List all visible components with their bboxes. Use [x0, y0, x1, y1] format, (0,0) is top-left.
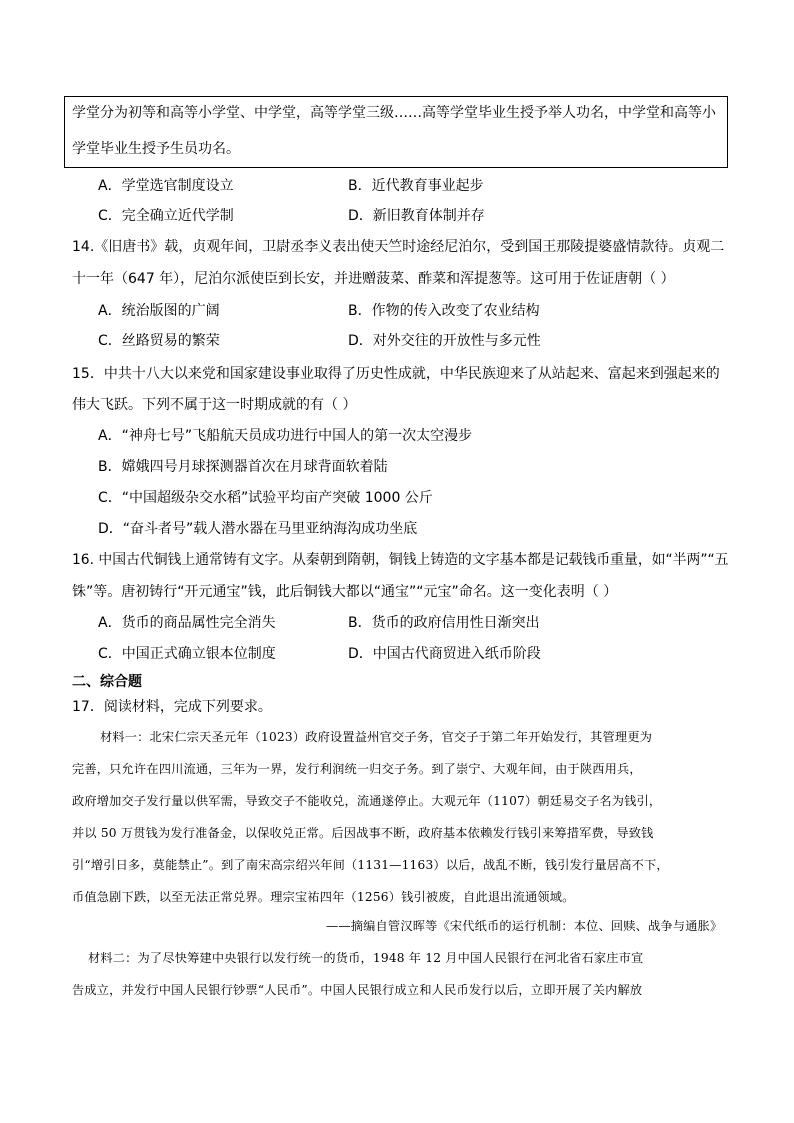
section-2-title: 二、综合题 [72, 674, 142, 690]
q14-option-b: B．作物的传入改变了农业结构 [348, 303, 540, 319]
material-1-source: ——摘编自管汉晖等《宋代纸币的运行机制：本位、回赎、战争与通胀》 [326, 919, 723, 933]
material-1-line-4: 并以 50 万贯钱为发行准备金，以保收兑正常。后因战事不断，政府基本依赖发行钱引来筹措军费，导致钱 [72, 826, 654, 840]
boxed-material-line-1: 学堂分为初等和高等小学堂、中学堂，高等学堂三级……高等学堂毕业生授予举人功名，中学堂和高等小 [72, 105, 716, 121]
q16-option-a: A．货币的商品属性完全消失 [98, 615, 276, 631]
q16-option-b: B．货币的政府信用性日渐突出 [348, 615, 540, 631]
q16-stem-line-2: 铢”等。唐初铸行“开元通宝”钱，此后铜钱大都以“通宝”“元宝”命名。这一变化表明（ ） [72, 584, 618, 600]
q14-option-d: D．对外交往的开放性与多元性 [348, 333, 541, 349]
q13-option-d: D．新旧教育体制并存 [348, 208, 485, 224]
q16-option-c: C．中国正式确立银本位制度 [98, 646, 276, 662]
q15-option-d: D．“奋斗者号”载人潜水器在马里亚纳海沟成功坐底 [98, 521, 418, 537]
q15-stem-line-1: 15．中共十八大以来党和国家建设事业取得了历史性成就，中华民族迎来了从站起来、富起来到强起来的 [72, 366, 720, 382]
q13-option-b: B．近代教育事业起步 [348, 178, 484, 194]
q15-option-b: B．嫦娥四号月球探测器首次在月球背面软着陆 [98, 459, 388, 475]
q13-option-a: A．学堂选官制度设立 [98, 178, 234, 194]
q13-option-c: C．完全确立近代学制 [98, 208, 234, 224]
q17-stem: 17．阅读材料，完成下列要求。 [72, 699, 272, 715]
material-2-line-1: 材料二：为了尽快筹建中央银行以发行统一的货币，1948 年 12 月中国人民银行在河北省石家庄市宣 [88, 951, 644, 965]
boxed-material-line-2: 学堂毕业生授予生员功名。 [72, 141, 240, 157]
q16-stem-line-1: 16. 中国古代铜钱上通常铸有文字。从秦朝到隋朝，铜钱上铸造的文字基本都是记载钱币重量，如“半两”“五 [72, 552, 729, 568]
q14-option-a: A．统治版图的广阔 [98, 303, 220, 319]
material-1-line-6: 币值急剧下跌，以至无法正常兑界。理宗宝祐四年（1256）钱引被废，自此退出流通领域。 [72, 890, 575, 904]
material-1-line-3: 政府增加交子发行量以供军需，导致交子不能收兑，流通遂停止。大观元年（1107）朝廷易交子名为钱引， [72, 794, 662, 808]
material-1-line-5: 引“增引日多，莫能禁止”。到了南宋高宗绍兴年间（1131—1163）以后，战乱不断，钱引发行量居高不下， [72, 858, 669, 872]
q14-stem-line-1: 14.《旧唐书》载，贞观年间，卫尉丞李义表出使天竺时途经尼泊尔，受到国王那陵提婆盛情款待。贞观二 [72, 239, 725, 255]
material-1-line-2: 完善，只允许在四川流通，三年为一界，发行利润统一归交子务。到了崇宁、大观年间，由于陕西用兵， [72, 762, 642, 776]
material-1-line-1: 材料一：北宋仁宗天圣元年（1023）政府设置益州官交子务，官交子于第二年开始发行，其管理更为 [100, 730, 653, 744]
q14-stem-line-2: 十一年（647 年），尼泊尔派使臣到长安，并进赠菠菜、酢菜和浑提葱等。这可用于佐证唐朝（ ） [72, 271, 675, 287]
material-2-line-2: 告成立，并发行中国人民银行钞票“人民币”。中国人民银行成立和人民币发行以后，立即开展了关内解放 [72, 983, 643, 997]
q14-option-c: C．丝路贸易的繁荣 [98, 333, 220, 349]
q16-option-d: D．中国古代商贸进入纸币阶段 [348, 646, 541, 662]
q15-option-c: C．“中国超级杂交水稻”试验平均亩产突破 1000 公斤 [98, 490, 433, 506]
q15-option-a: A．“神舟七号”飞船航天员成功进行中国人的第一次太空漫步 [98, 428, 473, 444]
q15-stem-line-2: 伟大飞跃。下列不属于这一时期成就的有（ ） [72, 397, 357, 413]
